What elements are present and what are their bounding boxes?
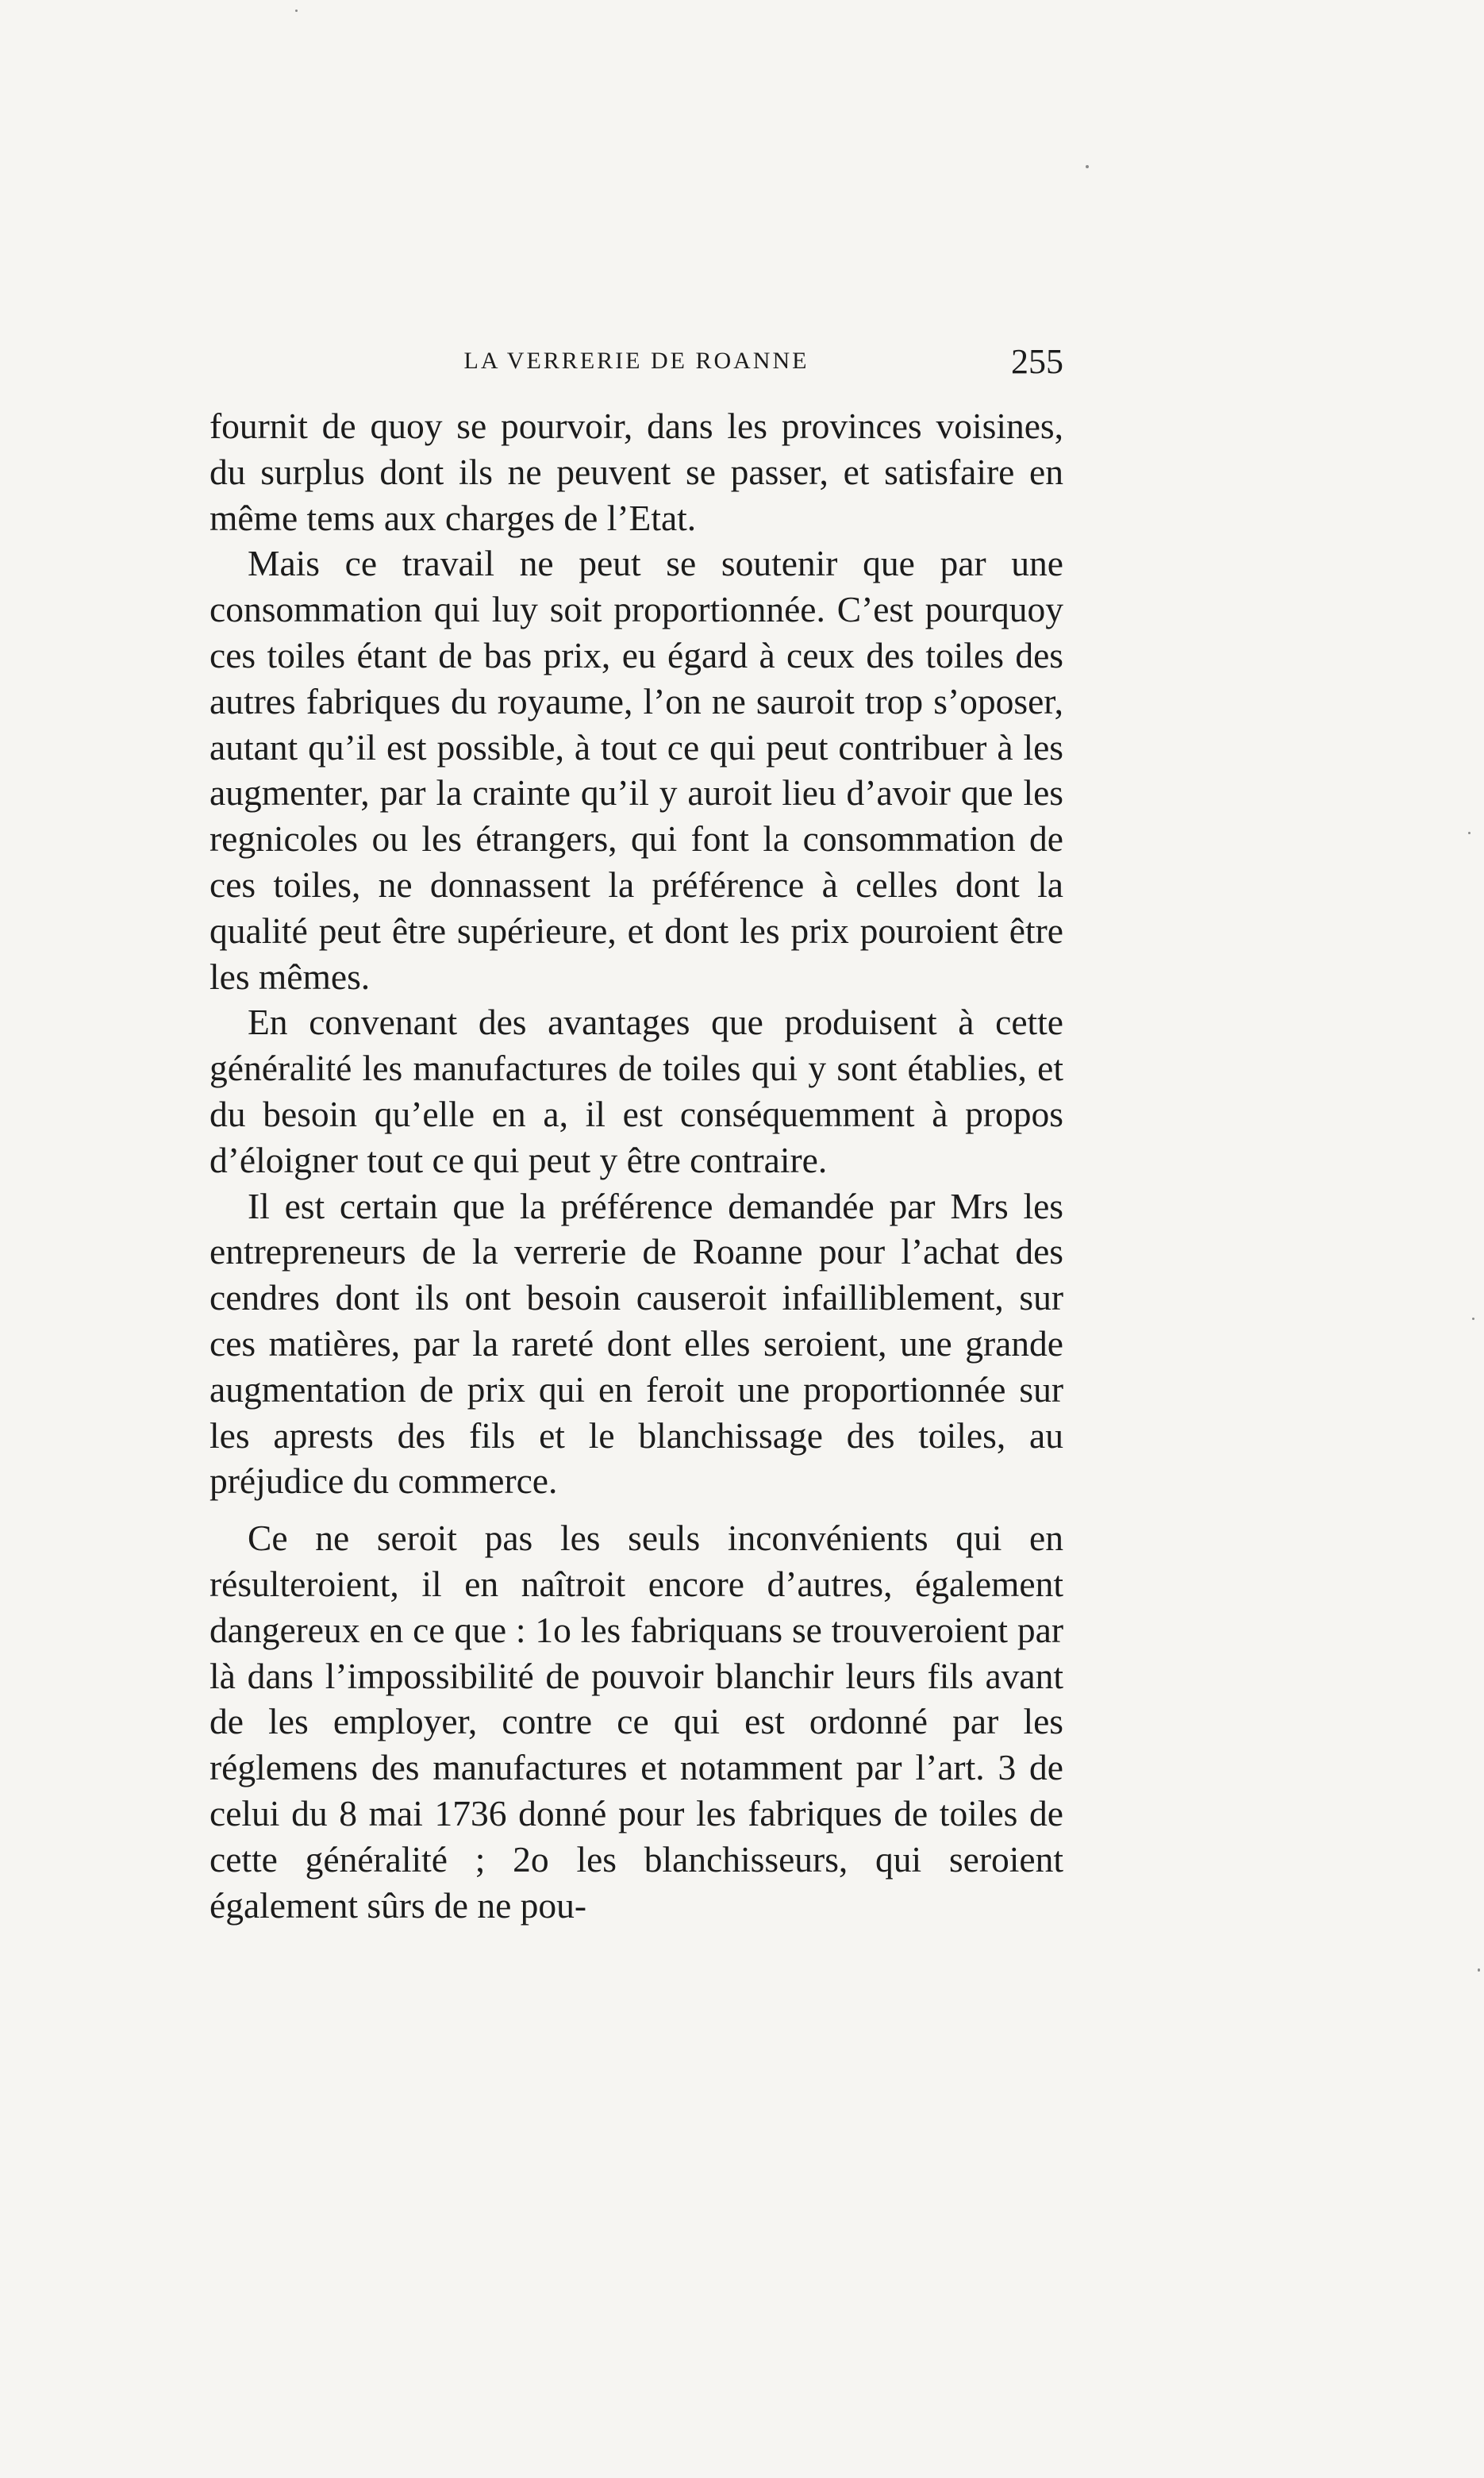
book-page: [210, 341, 1063, 1928]
page-number: 255: [1011, 342, 1063, 381]
paragraph-1: fournit de quoy se pourvoir, dans les provinces voisines, du surplus dont ils ne peuvent se passer, et satisfaire en même tems aux charges de l’Etat.: [210, 406, 1063, 538]
running-title: LA VERRERIE DE ROANNE: [463, 348, 809, 374]
paragraph-2: Mais ce travail ne peut se soutenir que par une consommation qui luy soit proportionnée. C’est pourquoy ces toiles étant de bas prix, eu égard à ceux des toiles des autres fabriques du royaume, l’on ne sauroit trop s’oposer, autant qu’il est possible, à tout ce qui peut contribuer à les augmenter, par la crainte qu’il y auroit lieu d’avoir que les regnicoles ou les étrangers, qui font la consommation de ces toiles, ne donnassent la préférence à celles dont la qualité peut être supérieure, et dont les prix pouroient être les mêmes.: [210, 543, 1063, 997]
body-text: [210, 403, 1063, 1928]
running-head: [210, 341, 1063, 389]
paragraph-4: Il est certain que la préférence demandée par Mrs les entrepreneurs de la verrerie de Roanne pour l’achat des cendres dont ils ont besoin causeroit infailliblement, sur ces matières, par la rareté dont elles seroient, une grande augmentation de prix qui en feroit une proportionnée sur les aprests des fils et le blanchissage des toiles, au préjudice du commerce.: [210, 1185, 1063, 1502]
scan-speck: [1478, 1968, 1480, 1972]
scan-speck: [295, 10, 298, 12]
scan-speck: [1468, 832, 1471, 834]
paragraph-3: En convenant des avantages que produisent à cette généralité les manufactures de toiles qui y sont établies, et du besoin qu’elle en a, il est conséquemment à propos d’éloigner tout ce qui peut y être contraire.: [210, 1002, 1063, 1180]
scan-speck: [1086, 165, 1089, 168]
scan-speck: [1472, 1318, 1474, 1320]
paragraph-5: Ce ne seroit pas les seuls inconvénients qui en résulteroient, il en naîtroit encore d’autres, également dangereux en ce que : 1o les fabriquans se trouveroient par là dans l’impossibilité de pouvoir blanchir leurs fils avant de les employer, contre ce qui est ordonné par les réglemens des manufactures et notamment par l’art. 3 de celui du 8 mai 1736 donné pour les fabriques de toiles de cette généralité ; 2o les blanchisseurs, qui seroient également sûrs de ne pou-: [210, 1518, 1063, 1926]
